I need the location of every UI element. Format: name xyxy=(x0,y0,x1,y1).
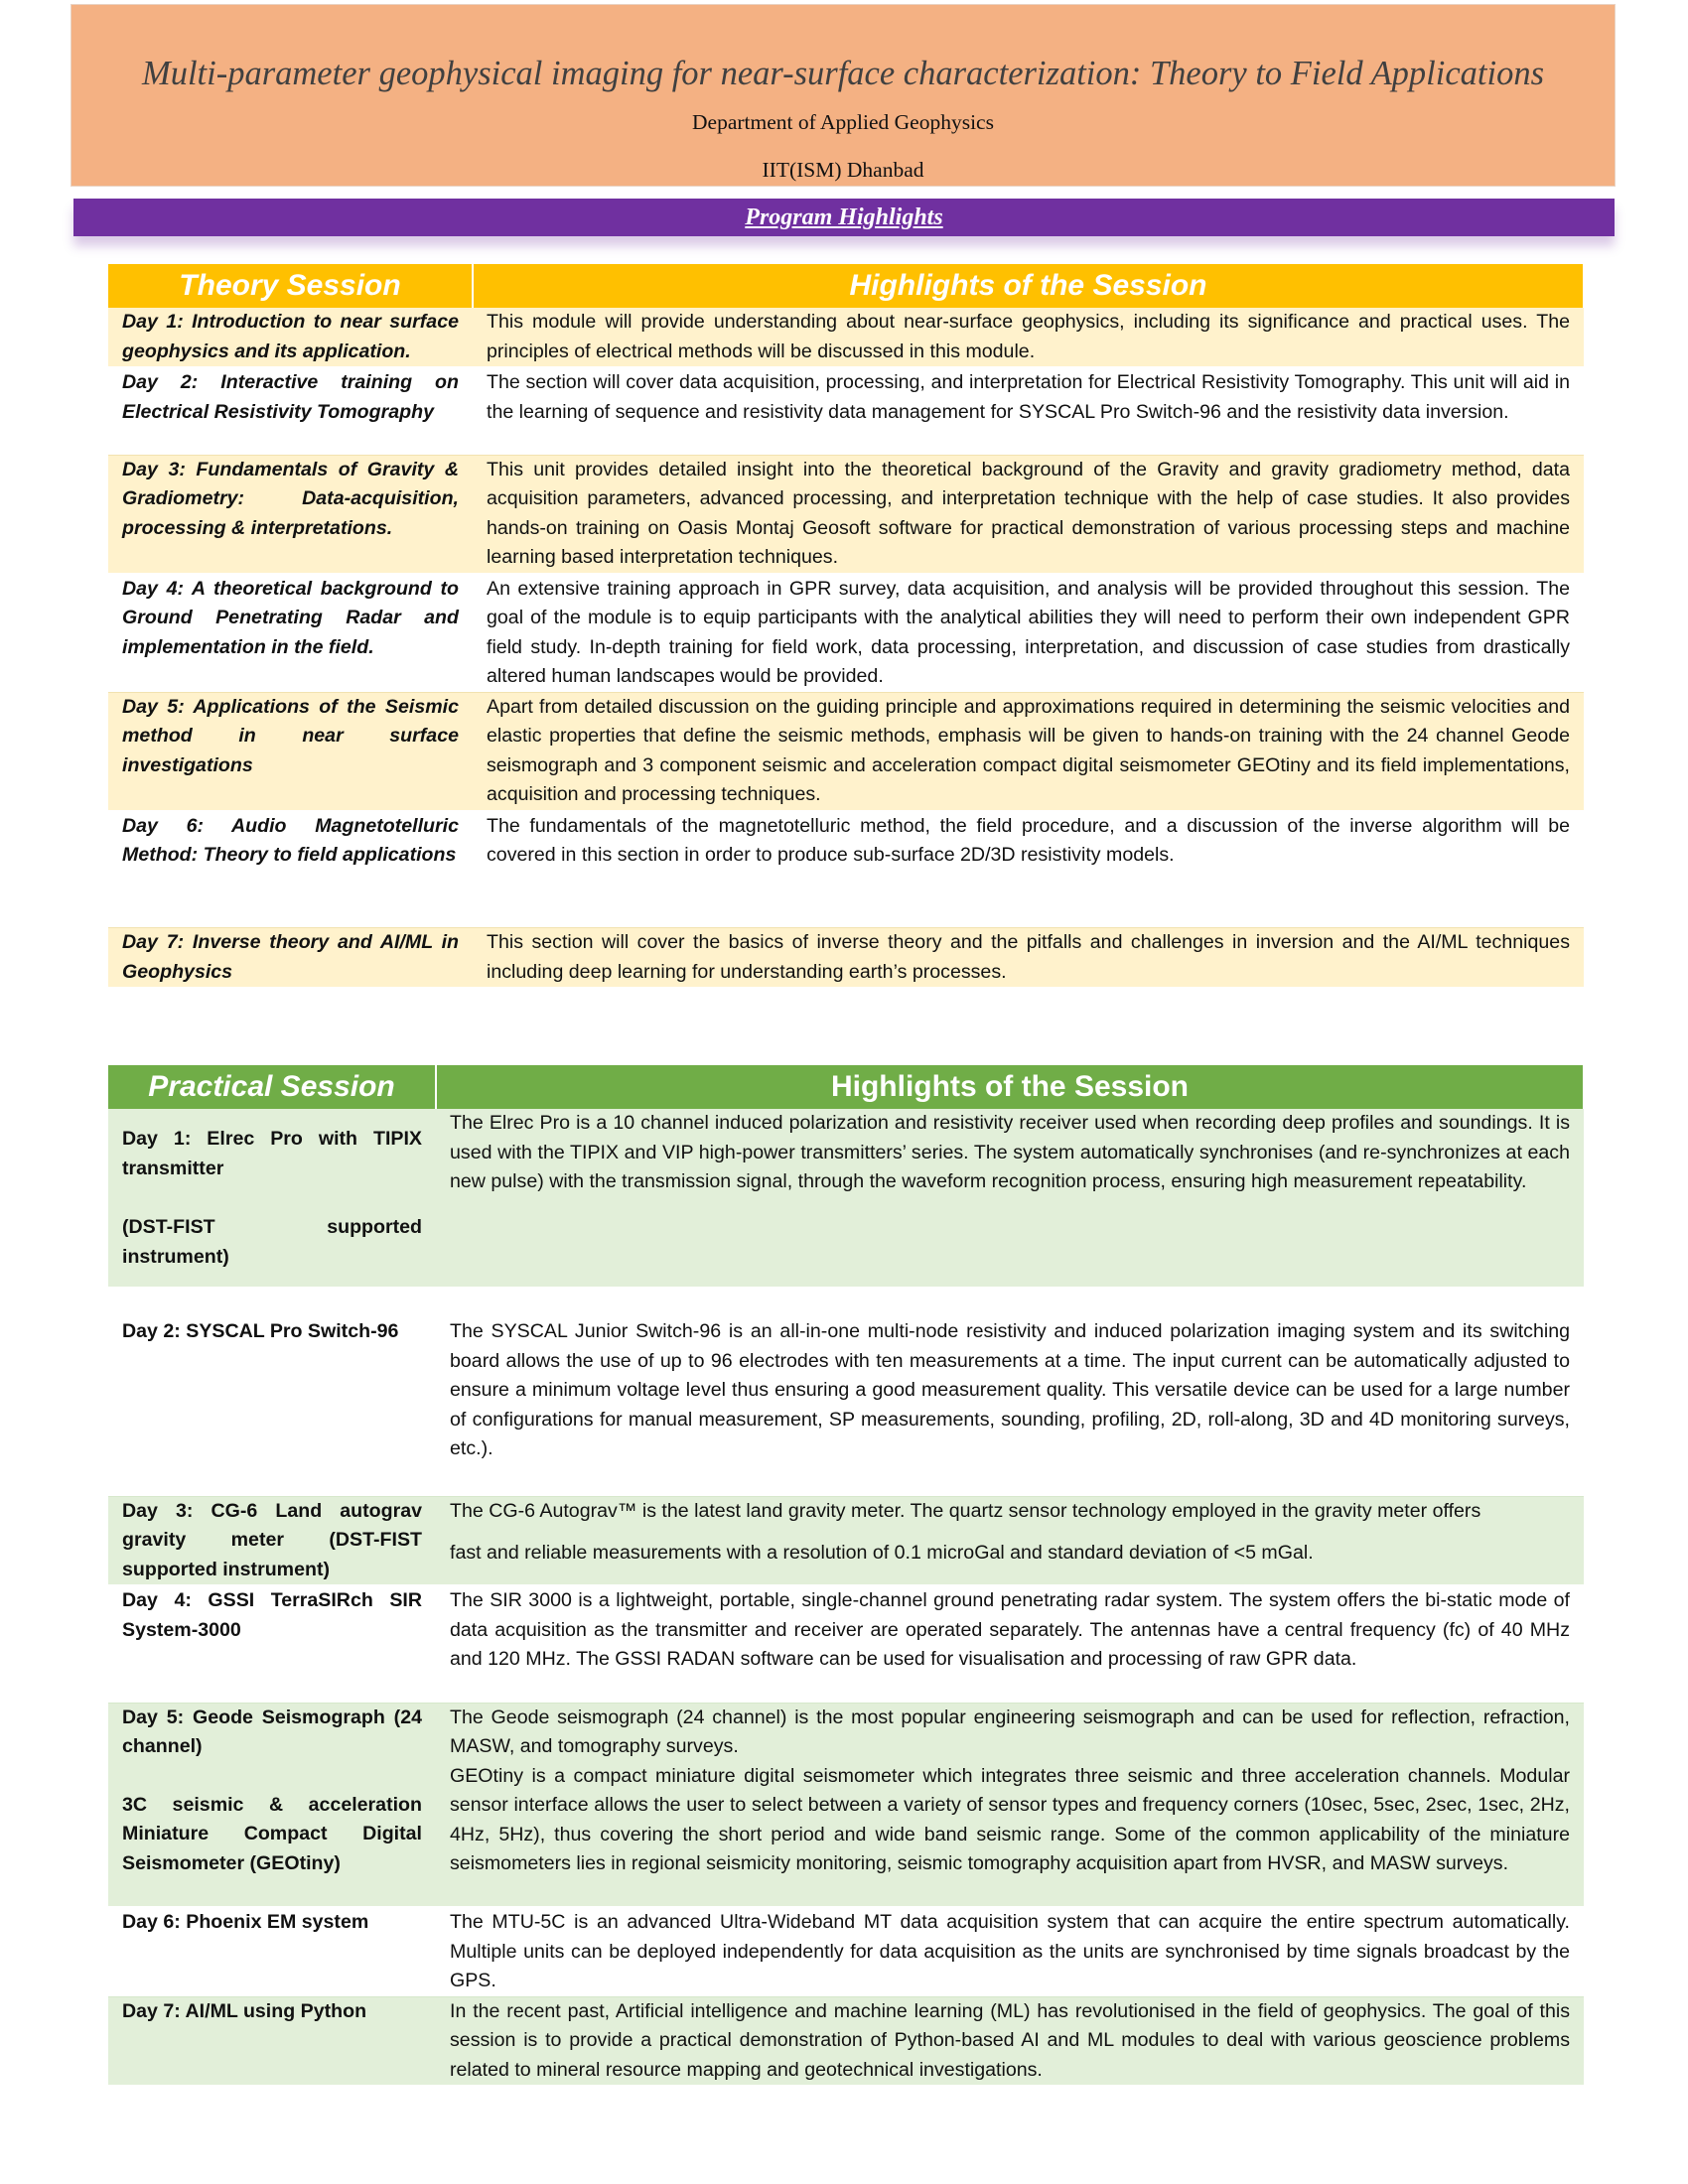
theory-desc-cell: This unit provides detailed insight into the theoretical background of the Gravity and gravity gradiometry method, data acquisition parameters, advanced processing, and interpretation technique with the help of case studies. It also provides hands-on training on Oasis Montaj Geosoft software for practical demonstration of various processing steps and machine learning based interpretation techniques. xyxy=(473,455,1584,574)
theory-day-cell: Day 5: Applications of the Seismic method in near surface investigations xyxy=(108,692,473,811)
practical-row-day6 xyxy=(108,1907,1584,1996)
practical-day-title: Day 1: Elrec Pro with TIPIX transmitter xyxy=(122,1128,422,1179)
practical-desc-text-2: GEOtiny is a compact miniature digital seismometer which integrates three seismic and three acceleration channels. Modular sensor interface allows the user to select between a variety of sensor types and frequency corners (10sec, 5sec, 2sec, 1sec, 2Hz, 4Hz, 5Hz), thus covering the short period and wide band seismic range. Some of the common applicability of the miniature seismometers lies in regional seismicity monitoring, seismic tomography acquisition apart from HVSR, and MASW surveys. xyxy=(450,1764,1570,1874)
theory-row-day4 xyxy=(108,574,1584,693)
program-highlights-heading: Program Highlights xyxy=(745,205,943,230)
practical-day-cell xyxy=(108,1109,436,1288)
theory-day-cell: Day 1: Introduction to near surface geophysics and its application. xyxy=(108,308,473,367)
theory-desc-cell: The section will cover data acquisition, processing, and interpretation for Electrical Resistivity Tomography. This unit will aid in the learning of sequence and resistivity data management for SYSCAL Pro Switch-96 and the resistivity data inversion. xyxy=(473,367,1584,455)
practical-day-cell xyxy=(108,1703,436,1907)
theory-session-table xyxy=(108,264,1585,989)
theory-day-cell: Day 7: Inverse theory and AI/ML in Geophysics xyxy=(108,928,473,989)
page-header xyxy=(70,4,1616,187)
theory-row-day6 xyxy=(108,811,1584,928)
practical-desc-cell xyxy=(436,1703,1584,1907)
institute-name: IIT(ISM) Dhanbad xyxy=(762,158,924,182)
practical-day-note: 3C seismic & acceleration Miniature Compact Digital Seismometer (GEOtiny) xyxy=(122,1793,422,1874)
theory-desc-cell: This section will cover the basics of inverse theory and the pitfalls and challenges in inversion and the AI/ML techniques including deep learning for understanding earth’s processes. xyxy=(473,928,1584,989)
practical-day-cell: Day 6: Phoenix EM system xyxy=(108,1907,436,1996)
theory-row-day2 xyxy=(108,367,1584,455)
practical-day-title: Day 2: SYSCAL Pro Switch-96 xyxy=(122,1320,399,1342)
theory-row-day7 xyxy=(108,928,1584,989)
practical-row-day4 xyxy=(108,1585,1584,1703)
theory-desc-cell: The fundamentals of the magnetotelluric method, the field procedure, and a discussion of the inverse algorithm will be covered in this section in order to produce sub-surface 2D/3D resistivity models. xyxy=(473,811,1584,928)
theory-desc-cell: An extensive training approach in GPR survey, data acquisition, and analysis will be provided throughout this session. The goal of the module is to equip participants with the analytical abilities they will need to perform their own independent GPR field study. In-depth training for field work, data processing, interpretation, and discussion of case studies from drastically altered human landscapes would be provided. xyxy=(473,574,1584,693)
practical-header-row xyxy=(108,1065,1584,1109)
theory-row-day3 xyxy=(108,455,1584,574)
practical-desc-cell: The SIR 3000 is a lightweight, portable, single-channel ground penetrating radar system. The system offers the bi-static mode of data acquisition as the transmitter and receiver are operated separately. The antennas have a central frequency (fc) of 40 MHz and 120 MHz. The GSSI RADAN software can be used for visualisation and processing of raw GPR data. xyxy=(436,1585,1584,1703)
practical-col-highlights: Highlights of the Session xyxy=(436,1065,1584,1109)
practical-day-cell: Day 4: GSSI TerraSIRch SIR System-3000 xyxy=(108,1585,436,1703)
theory-row-day1 xyxy=(108,308,1584,367)
practical-row-day7 xyxy=(108,1996,1584,2086)
practical-session-table xyxy=(108,1065,1585,2087)
practical-desc-cell xyxy=(436,1496,1584,1585)
theory-row-day5 xyxy=(108,692,1584,811)
document-title: Multi-parameter geophysical imaging for near-surface characterization: Theory to Field Applications xyxy=(141,55,1545,92)
theory-desc-cell: This module will provide understanding about near-surface geophysics, including its significance and practical uses. The principles of electrical methods will be discussed in this module. xyxy=(473,308,1584,367)
theory-col-session: Theory Session xyxy=(108,264,473,308)
practical-desc-text: The CG-6 Autograv™ is the latest land gravity meter. The quartz sensor technology employed in the gravity meter offers xyxy=(450,1499,1481,1522)
practical-desc-text-2: fast and reliable measurements with a resolution of 0.1 microGal and standard deviation of <5 mGal. xyxy=(450,1542,1314,1564)
practical-col-session: Practical Session xyxy=(108,1065,436,1109)
practical-desc-cell xyxy=(436,1288,1584,1496)
practical-row-day3 xyxy=(108,1496,1584,1585)
theory-day-cell: Day 4: A theoretical background to Ground Penetrating Radar and implementation in the field. xyxy=(108,574,473,693)
theory-day-cell: Day 6: Audio Magnetotelluric Method: Theory to field applications xyxy=(108,811,473,928)
program-highlights-bar xyxy=(73,199,1615,236)
practical-day-title: Day 5: Geode Seismograph (24 channel) xyxy=(122,1706,422,1757)
theory-desc-cell: Apart from detailed discussion on the guiding principle and approximations required in determining the seismic velocities and elastic properties that define the seismic methods, emphasis will be given to hands-on training with the 24 channel Geode seismograph and 3 component seismic and acceleration compact digital seismometer GEOtiny and its field implementations, acquisition and processing techniques. xyxy=(473,692,1584,811)
theory-day-cell: Day 2: Interactive training on Electrical Resistivity Tomography xyxy=(108,367,473,455)
theory-day-cell: Day 3: Fundamentals of Gravity & Gradiometry: Data-acquisition, processing & interpretations. xyxy=(108,455,473,574)
theory-header-row xyxy=(108,264,1584,308)
practical-desc-text: The SYSCAL Junior Switch-96 is an all-in-one multi-node resistivity and induced polarization imaging system and its switching board allows the use of up to 96 electrodes with ten measurements at a time. The input current can be automatically adjusted to ensure a minimum voltage level thus ensuring a good measurement quality. This versatile device can be used for a large number of configurations for manual measurement, SP measurements, sounding, profiling, 2D, roll-along, 3D and 4D monitoring surveys, etc.). xyxy=(450,1320,1570,1459)
theory-col-highlights: Highlights of the Session xyxy=(473,264,1584,308)
practical-day-cell xyxy=(108,1288,436,1496)
practical-day-cell: Day 7: AI/ML using Python xyxy=(108,1996,436,2086)
practical-row-day1 xyxy=(108,1109,1584,1288)
department-name: Department of Applied Geophysics xyxy=(692,110,994,134)
practical-desc-cell: The Elrec Pro is a 10 channel induced polarization and resistivity receiver used when recording deep profiles and soundings. It is used with the TIPIX and VIP high-power transmitters’ series. The system automatically synchronises (and re-synchronizes at each new pulse) with the transmission signal, through the waveform recognition process, ensuring high measurement repeatability. xyxy=(436,1109,1584,1288)
practical-day-cell: Day 3: CG-6 Land autograv gravity meter (DST-FIST supported instrument) xyxy=(108,1496,436,1585)
practical-desc-cell: The MTU-5C is an advanced Ultra-Wideband MT data acquisition system that can acquire the entire spectrum automatically. Multiple units can be deployed independently for data acquisition as the units are synchronised by time signals broadcast by the GPS. xyxy=(436,1907,1584,1996)
practical-row-day2 xyxy=(108,1288,1584,1496)
practical-desc-text: The Geode seismograph (24 channel) is the most popular engineering seismograph and can be used for reflection, refraction, MASW, and tomography surveys. xyxy=(450,1706,1570,1757)
practical-desc-cell: In the recent past, Artificial intelligence and machine learning (ML) has revolutionised in the field of geophysics. The goal of this session is to provide a practical demonstration of Python-based AI and ML modules to deal with various geoscience problems related to mineral resource mapping and geotechnical investigations. xyxy=(436,1996,1584,2086)
practical-row-day5 xyxy=(108,1703,1584,1907)
practical-day-note: (DST-FIST supported instrument) xyxy=(122,1216,422,1268)
